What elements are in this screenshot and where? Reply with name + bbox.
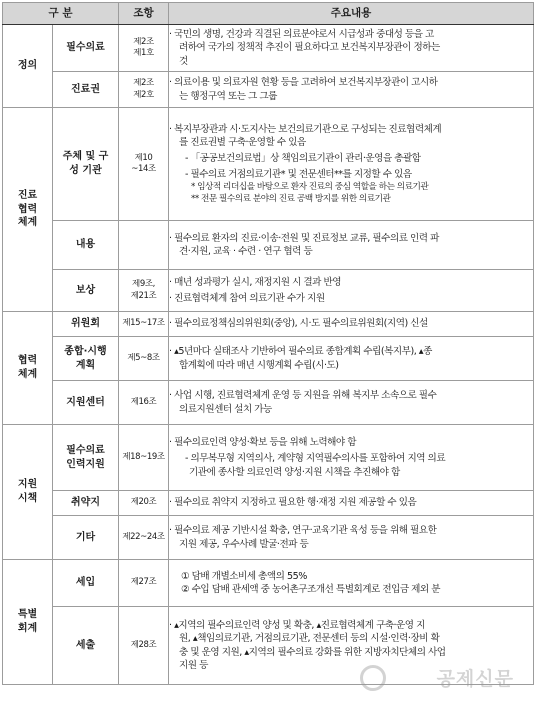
watermark-text: 공제신문 bbox=[436, 668, 514, 690]
article-cell: 제15~17조 bbox=[119, 312, 169, 337]
content-cell: · 의료이용 및 의료자원 현황 등을 고려하여 보건복지부장관이 고시하 는 행정구역 또는 그 그룹 bbox=[169, 72, 534, 108]
category-support-policy: 지원 시책 bbox=[3, 425, 53, 560]
content-cell: · 필수의료정책심의위원회(중앙), 시·도 필수의료위원회(지역) 신설 bbox=[169, 312, 534, 337]
table-row bbox=[3, 25, 534, 72]
table-row bbox=[3, 312, 534, 337]
law-summary-table bbox=[2, 2, 534, 685]
table-row bbox=[3, 607, 534, 685]
table-row bbox=[3, 425, 534, 491]
table-row bbox=[3, 108, 534, 221]
content-cell: · 매년 성과평가 실시, 재정지원 시 결과 반영 · 진료협력체계 참여 의료기관 수가 지원 bbox=[169, 270, 534, 312]
content-cell: · 필수의료 취약지 지정하고 필요한 행·재정 지원 제공할 수 있음 bbox=[169, 491, 534, 516]
sub-essential-care: 필수의료 bbox=[53, 25, 119, 72]
content-cell: · 사업 시행, 진료협력체계 운영 등 지원을 위해 복지부 소속으로 필수 의료지원센터 설치 가능 bbox=[169, 381, 534, 425]
table-row bbox=[3, 491, 534, 516]
sub-vulnerable-area: 취약지 bbox=[53, 491, 119, 516]
article-cell: 제2조 제2호 bbox=[119, 72, 169, 108]
category-special-account: 특별 회계 bbox=[3, 560, 53, 685]
content-cell: · 복지부장관과 시·도지사는 보건의료기관으로 구성되는 진료협력체계 를 진료권별 구축·운영할 수 있음 - 「공공보건의료법」상 책임의료기관이 관리·운영을 총괄함 - 필수의료 거점의료기관* 및 전문센터**를 지정할 수 있음 * 임상적 리더십을 바탕으로 환자 진료의 중심 역할을 하는 의료기관 ** 전문 필수의료 분야의 진료 공백 방지를 위한 의료기관 bbox=[169, 108, 534, 221]
table-row bbox=[3, 72, 534, 108]
content-cell: · ▴지역의 필수의료인력 양성 및 확충, ▴진료협력체계 구축·운영 지 원, ▴책임의료기관, 거점의료기관, 전문센터 등의 시설·인력·장비 확 충 및 운영 지원, ▴지역의 필수의료 강화를 위한 지방자치단체의 사업 지원 등 bbox=[169, 607, 534, 685]
content-cell: · 필수의료 제공 기반시설 확충, 연구·교육기관 육성 등을 위해 필요한 지원 제공, 우수사례 발굴·전파 등 bbox=[169, 516, 534, 560]
table-row bbox=[3, 381, 534, 425]
table-row bbox=[3, 221, 534, 270]
sub-plan: 종합·시행 계획 bbox=[53, 337, 119, 381]
sub-reward: 보상 bbox=[53, 270, 119, 312]
article-cell: 제28조 bbox=[119, 607, 169, 685]
table-row bbox=[3, 516, 534, 560]
article-cell: 제16조 bbox=[119, 381, 169, 425]
sub-expenditure: 세출 bbox=[53, 607, 119, 685]
article-cell: 제20조 bbox=[119, 491, 169, 516]
content-cell: · ▴5년마다 실태조사 기반하여 필수의료 종합계획 수립(복지부), ▴종 합계획에 따라 매년 시행계획 수립(시·도) bbox=[169, 337, 534, 381]
header-article: 조항 bbox=[119, 3, 169, 25]
sub-care-region: 진료권 bbox=[53, 72, 119, 108]
header-category: 구 분 bbox=[3, 3, 119, 25]
article-cell: 제10 ~14조 bbox=[119, 108, 169, 221]
content-cell: · 필수의료 환자의 진료·이송·전원 및 진료정보 교류, 필수의료 인력 파 견·지원, 교육 · 수련 · 연구 협력 등 bbox=[169, 221, 534, 270]
header-content: 주요내용 bbox=[169, 3, 534, 25]
sub-workforce-support: 필수의료 인력지원 bbox=[53, 425, 119, 491]
article-cell: 제18~19조 bbox=[119, 425, 169, 491]
sub-agent-institutions: 주체 및 구 성 기관 bbox=[53, 108, 119, 221]
content-cell: · 국민의 생명, 건강과 직결된 의료분야로서 시급성과 중대성 등을 고 려하여 국가의 정책적 추진이 필요하다고 보건복지부장관이 정하는 것 bbox=[169, 25, 534, 72]
table-header-row bbox=[3, 3, 534, 25]
sub-etc: 기타 bbox=[53, 516, 119, 560]
content-cell: ① 담배 개별소비세 총액의 55% ② 수입 담배 관세액 중 농어촌구조개선 특별회계로 전입금 제외 분 bbox=[169, 560, 534, 607]
article-cell: 제27조 bbox=[119, 560, 169, 607]
article-cell: 제22~24조 bbox=[119, 516, 169, 560]
sub-content: 내용 bbox=[53, 221, 119, 270]
category-cooperation: 협력 체계 bbox=[3, 312, 53, 425]
article-cell-empty bbox=[119, 221, 169, 270]
article-cell: 제2조 제1호 bbox=[119, 25, 169, 72]
sub-support-center: 지원센터 bbox=[53, 381, 119, 425]
content-cell: · 필수의료인력 양성·확보 등을 위해 노력해야 함 - 의무복무형 지역의사, 계약형 지역필수의사를 포함하여 지역 의료 기관에 종사할 의료인력 양성·지원 시책을 추진해야 함 bbox=[169, 425, 534, 491]
table-row bbox=[3, 337, 534, 381]
article-cell: 제9조, 제21조 bbox=[119, 270, 169, 312]
category-care-network: 진료 협력 체계 bbox=[3, 108, 53, 312]
sub-committee: 위원회 bbox=[53, 312, 119, 337]
sub-revenue: 세입 bbox=[53, 560, 119, 607]
table-row bbox=[3, 560, 534, 607]
table-row bbox=[3, 270, 534, 312]
category-definition: 정의 bbox=[3, 25, 53, 108]
article-cell: 제5~8조 bbox=[119, 337, 169, 381]
